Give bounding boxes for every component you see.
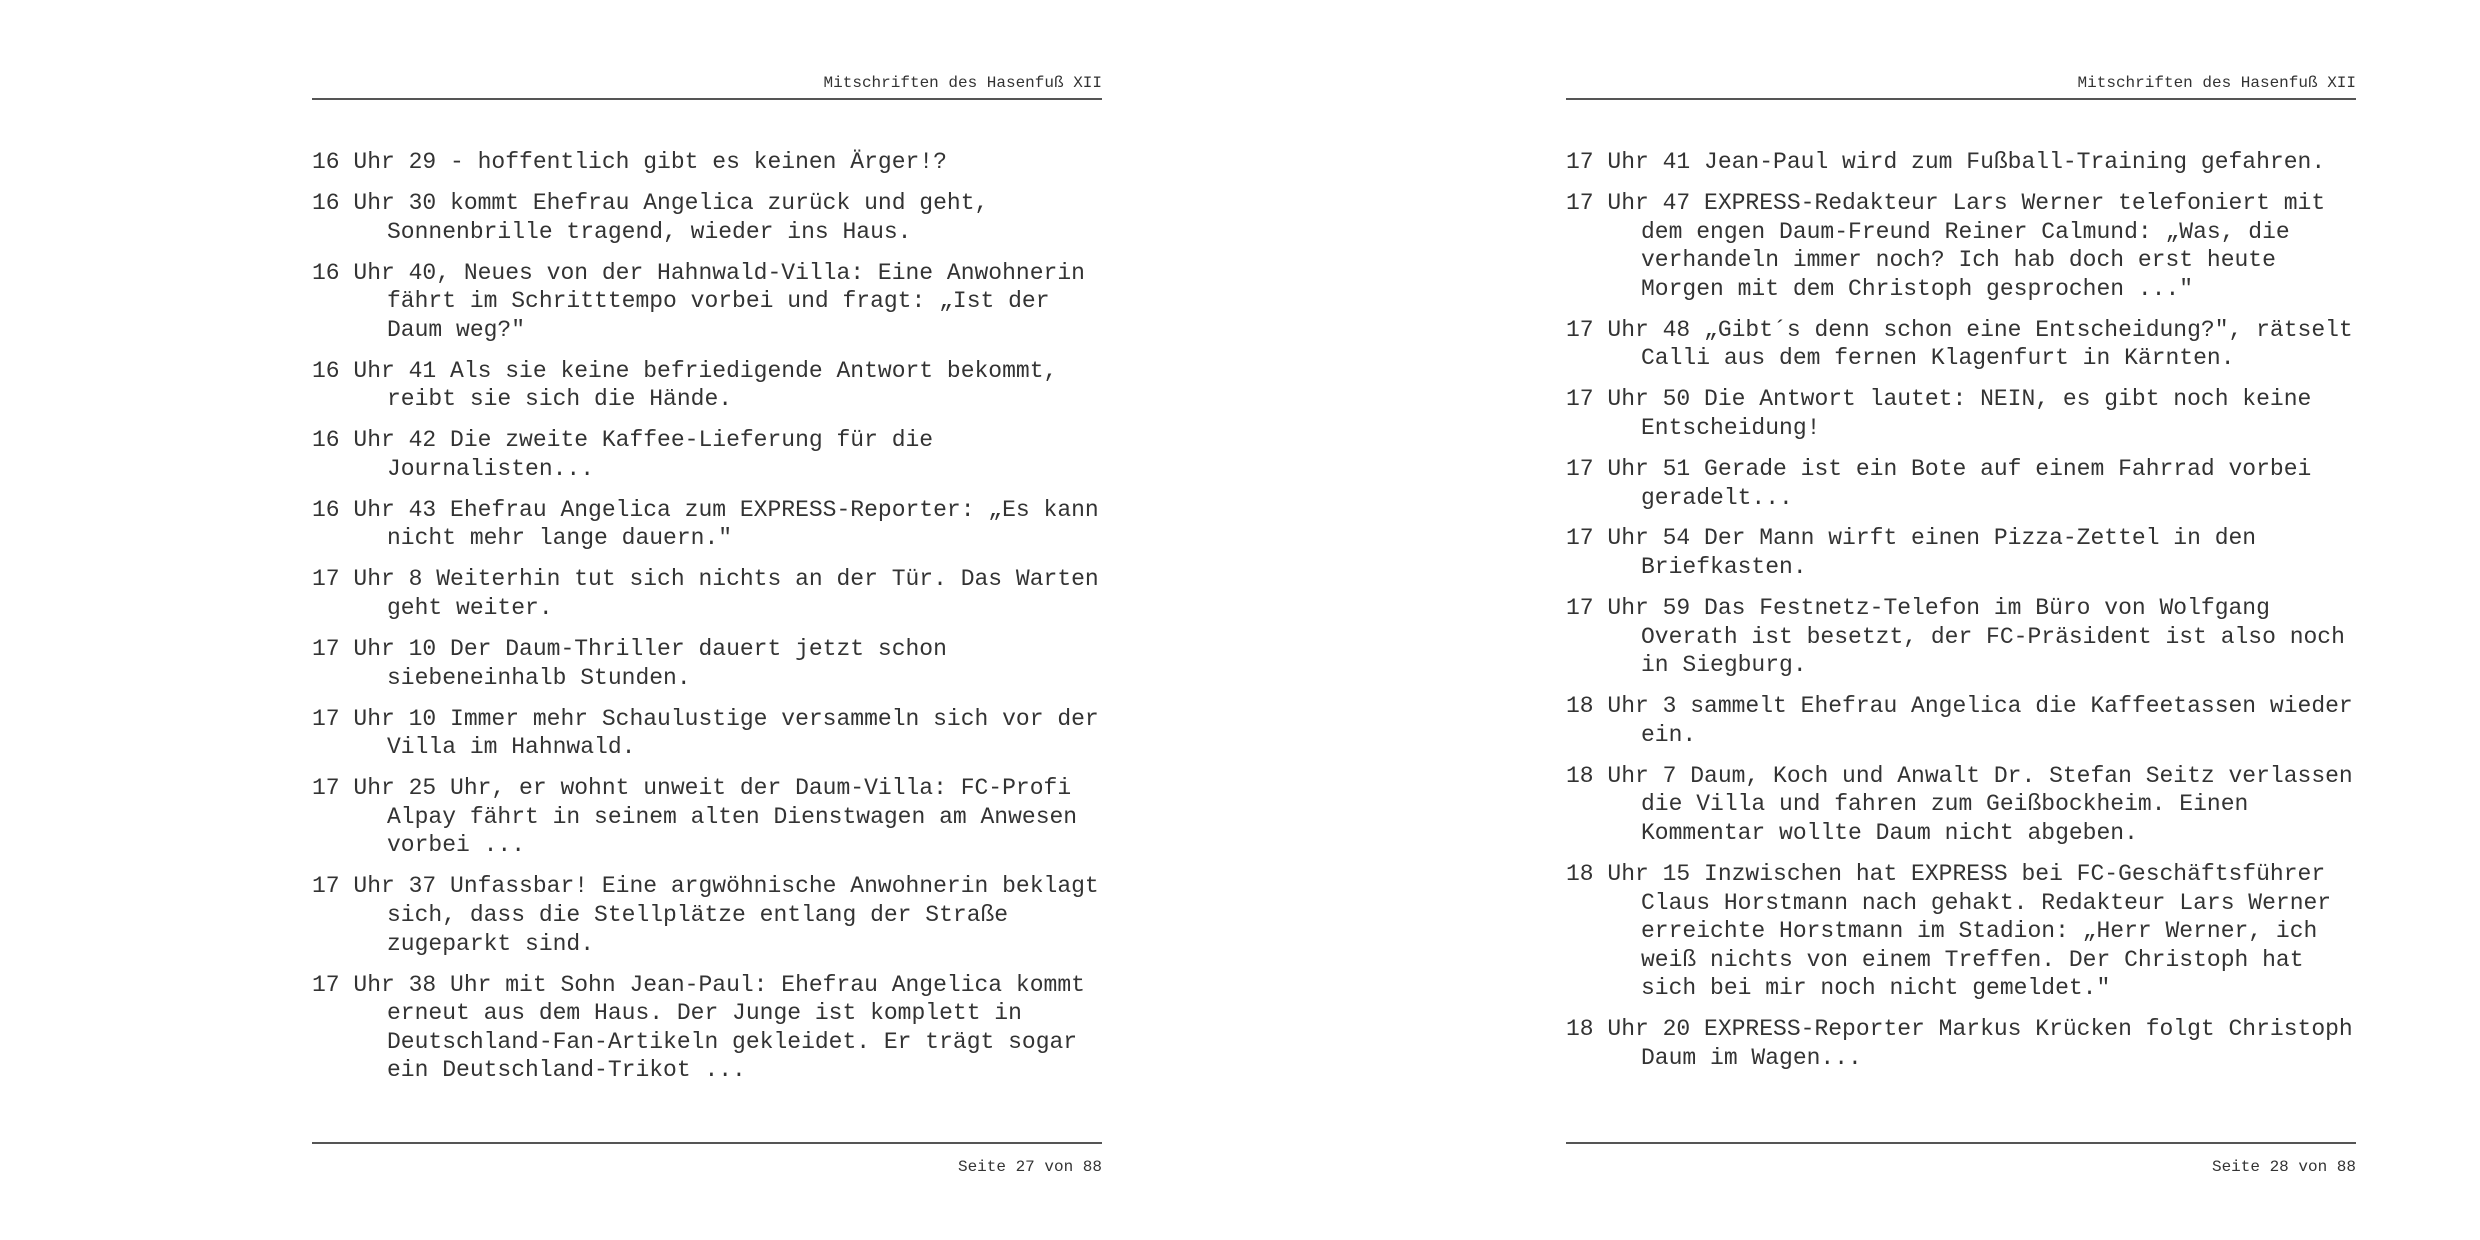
list-item: 17 Uhr 59 Das Festnetz-Telefon im Büro von Wolfgang Overath ist besetzt, der FC-Präsident ist also noch in Siegburg. <box>1566 595 2345 679</box>
list-item: 17 Uhr 10 Immer mehr Schaulustige versammeln sich vor der Villa im Hahnwald. <box>312 705 1099 761</box>
page-header <box>1566 72 2356 100</box>
list-item: 16 Uhr 29 - hoffentlich gibt es keinen Ärger!? <box>312 149 947 175</box>
header-title: Mitschriften des Hasenfuß XII <box>823 74 1102 92</box>
list-item: 18 Uhr 7 Daum, Koch und Anwalt Dr. Stefan Seitz verlassen die Villa und fahren zum Geißbockheim. Einen Kommentar wollte Daum nicht abgeben. <box>1566 762 2353 846</box>
list-item: 16 Uhr 40, Neues von der Hahnwald-Villa: Eine Anwohnerin fährt im Schritttempo vorbei und fragt: „Ist der Daum weg?" <box>312 259 1085 343</box>
list-item: 17 Uhr 50 Die Antwort lautet: NEIN, es gibt noch keine Entscheidung! <box>1566 386 2312 441</box>
list-item: 17 Uhr 8 Weiterhin tut sich nichts an der Tür. Das Warten geht weiter. <box>312 566 1099 622</box>
list-item: 17 Uhr 38 Uhr mit Sohn Jean-Paul: Ehefrau Angelica kommt erneut aus dem Haus. Der Junge ist komplett in Deutschland-Fan-Artikeln gekleidet. Er trägt sogar ein Deutschland-Trikot ... <box>312 971 1085 1084</box>
list-item: 17 Uhr 47 EXPRESS-Redakteur Lars Werner telefoniert mit dem engen Daum-Freund Reiner Calmund: „Was, die verhandeln immer noch? Ich hab doch erst heute Morgen mit dem Christoph gesprochen ..." <box>1566 189 2326 302</box>
list-item: 17 Uhr 48 „Gibt´s denn schon eine Entscheidung?", rätselt Calli aus dem fernen Klagenfurt in Kärnten. <box>1566 316 2353 372</box>
page-header <box>312 72 1102 100</box>
list-item: 17 Uhr 54 Der Mann wirft einen Pizza-Zettel in den Briefkasten. <box>1566 525 2257 581</box>
entry-list <box>312 148 1102 1097</box>
list-item: 17 Uhr 37 Unfassbar! Eine argwöhnische Anwohnerin beklagt sich, dass die Stellplätze entlang der Straße zugeparkt sind. <box>312 873 1099 957</box>
list-item: 17 Uhr 51 Gerade ist ein Bote auf einem Fahrrad vorbei geradelt... <box>1566 455 2312 511</box>
list-item: 17 Uhr 25 Uhr, er wohnt unweit der Daum-Villa: FC-Profi Alpay fährt in seinem alten Dienstwagen am Anwesen vorbei ... <box>312 775 1078 859</box>
list-item: 18 Uhr 20 EXPRESS-Reporter Markus Krücken folgt Christoph Daum im Wagen... <box>1566 1016 2353 1071</box>
page-footer <box>312 1142 1102 1178</box>
list-item: 17 Uhr 41 Jean-Paul wird zum Fußball-Training gefahren. <box>1566 149 2326 175</box>
list-item: 18 Uhr 15 Inzwischen hat EXPRESS bei FC-Geschäftsführer Claus Horstmann nach gehakt. Redakteur Lars Werner erreichte Horstmann im Stadion: „Herr Werner, ich weiß nichts von einem Treffen. Der Christoph hat sich bei mir noch nicht gemeldet." <box>1566 860 2332 1002</box>
list-item: 16 Uhr 43 Ehefrau Angelica zum EXPRESS-Reporter: „Es kann nicht mehr lange dauern." <box>312 496 1099 552</box>
list-item: 18 Uhr 3 sammelt Ehefrau Angelica die Kaffeetassen wieder ein. <box>1566 693 2353 748</box>
list-item: 16 Uhr 41 Als sie keine befriedigende Antwort bekommt, reibt sie sich die Hände. <box>312 357 1058 413</box>
header-title: Mitschriften des Hasenfuß XII <box>2077 74 2356 92</box>
page-number: Seite 27 von 88 <box>957 1158 1102 1176</box>
entry-list <box>1566 148 2356 1085</box>
list-item: 16 Uhr 30 kommt Ehefrau Angelica zurück und geht, Sonnenbrille tragend, wieder ins Haus. <box>312 189 989 245</box>
left-page <box>312 0 1102 1240</box>
list-item: 16 Uhr 42 Die zweite Kaffee-Lieferung für die Journalisten... <box>312 427 934 482</box>
list-item: 17 Uhr 10 Der Daum-Thriller dauert jetzt schon siebeneinhalb Stunden. <box>312 636 947 691</box>
right-page <box>1566 0 2356 1240</box>
page-footer <box>1566 1142 2356 1178</box>
page-number: Seite 28 von 88 <box>2211 1158 2356 1176</box>
